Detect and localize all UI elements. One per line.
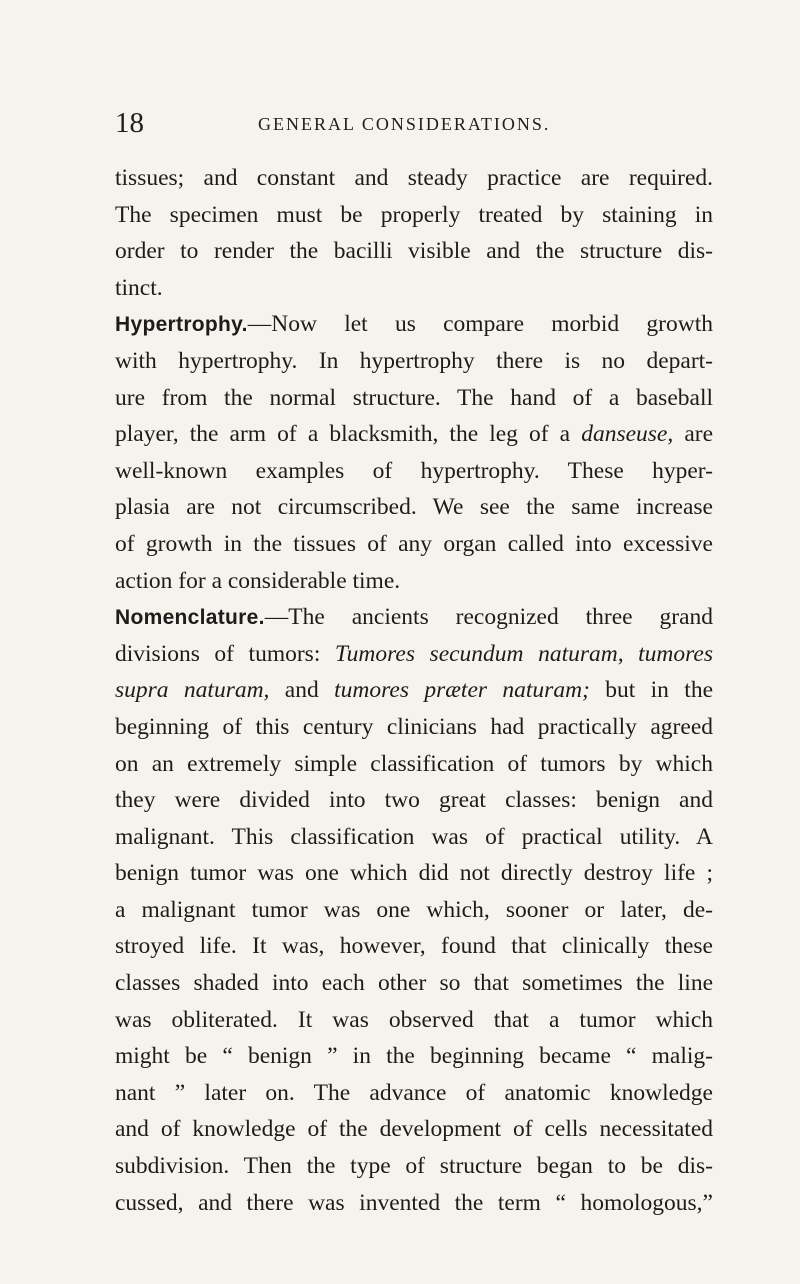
text-line: benign tumor was one which did not directly destroy life ; [115, 860, 713, 887]
text-line: classes shaded into each other so that sometimes the line [115, 970, 713, 997]
text-line: cussed, and there was invented the term “ homologous,” [115, 1189, 713, 1216]
text-line: player, the arm of a blacksmith, the leg of a danseuse, are [115, 421, 714, 448]
text-line: beginning of this century clinicians had practically agreed [115, 713, 713, 740]
text-line: tinct. [115, 274, 163, 301]
section-heading-hypertrophy: Hypertrophy. [115, 313, 248, 337]
text-line: Nomenclature.—The ancients recognized three grand [115, 604, 713, 631]
running-head: GENERAL CONSIDERATIONS. [258, 114, 551, 134]
page-number: 18 [115, 107, 144, 139]
text-line: and of knowledge of the development of cells necessitated [115, 1116, 713, 1143]
text-line: on an extremely simple classification of tumors by which [115, 750, 713, 777]
text-line: divisions of tumors: Tumores secundum naturam, tumores [115, 640, 713, 667]
body-text [115, 160, 713, 1221]
text-line: supra naturam, and tumores præter naturam; but in the [115, 677, 714, 704]
text-line: The specimen must be properly treated by staining in [115, 201, 713, 228]
section-heading-nomenclature: Nomenclature. [115, 606, 265, 630]
text-line: ure from the normal structure. The hand of a baseball [115, 384, 713, 411]
page-header [115, 106, 713, 140]
text-line: of growth in the tissues of any organ called into excessive [115, 530, 713, 557]
text-line: Hypertrophy.—Now let us compare morbid growth [115, 311, 713, 338]
text-line: nant ” later on. The advance of anatomic knowledge [115, 1079, 713, 1106]
text-line: a malignant tumor was one which, sooner or later, de- [115, 896, 713, 923]
text-line: well-known examples of hypertrophy. These hyper- [115, 457, 713, 484]
text-line: action for a considerable time. [115, 567, 401, 594]
text-line: malignant. This classification was of practical utility. A [115, 823, 713, 850]
text-line: plasia are not circumscribed. We see the same increase [115, 494, 713, 521]
text-line: with hypertrophy. In hypertrophy there is no depart- [115, 347, 713, 374]
text-line: order to render the bacilli visible and the structure dis- [115, 238, 713, 265]
text-line: they were divided into two great classes: benign and [115, 787, 713, 814]
text-line: subdivision. Then the type of structure began to be dis- [115, 1153, 713, 1180]
text-line: tissues; and constant and steady practice are required. [115, 165, 713, 191]
text-line: stroyed life. It was, however, found that clinically these [115, 933, 713, 960]
text-line: was obliterated. It was observed that a tumor which [115, 1006, 713, 1033]
text-line: might be “ benign ” in the beginning became “ malig- [115, 1043, 713, 1070]
